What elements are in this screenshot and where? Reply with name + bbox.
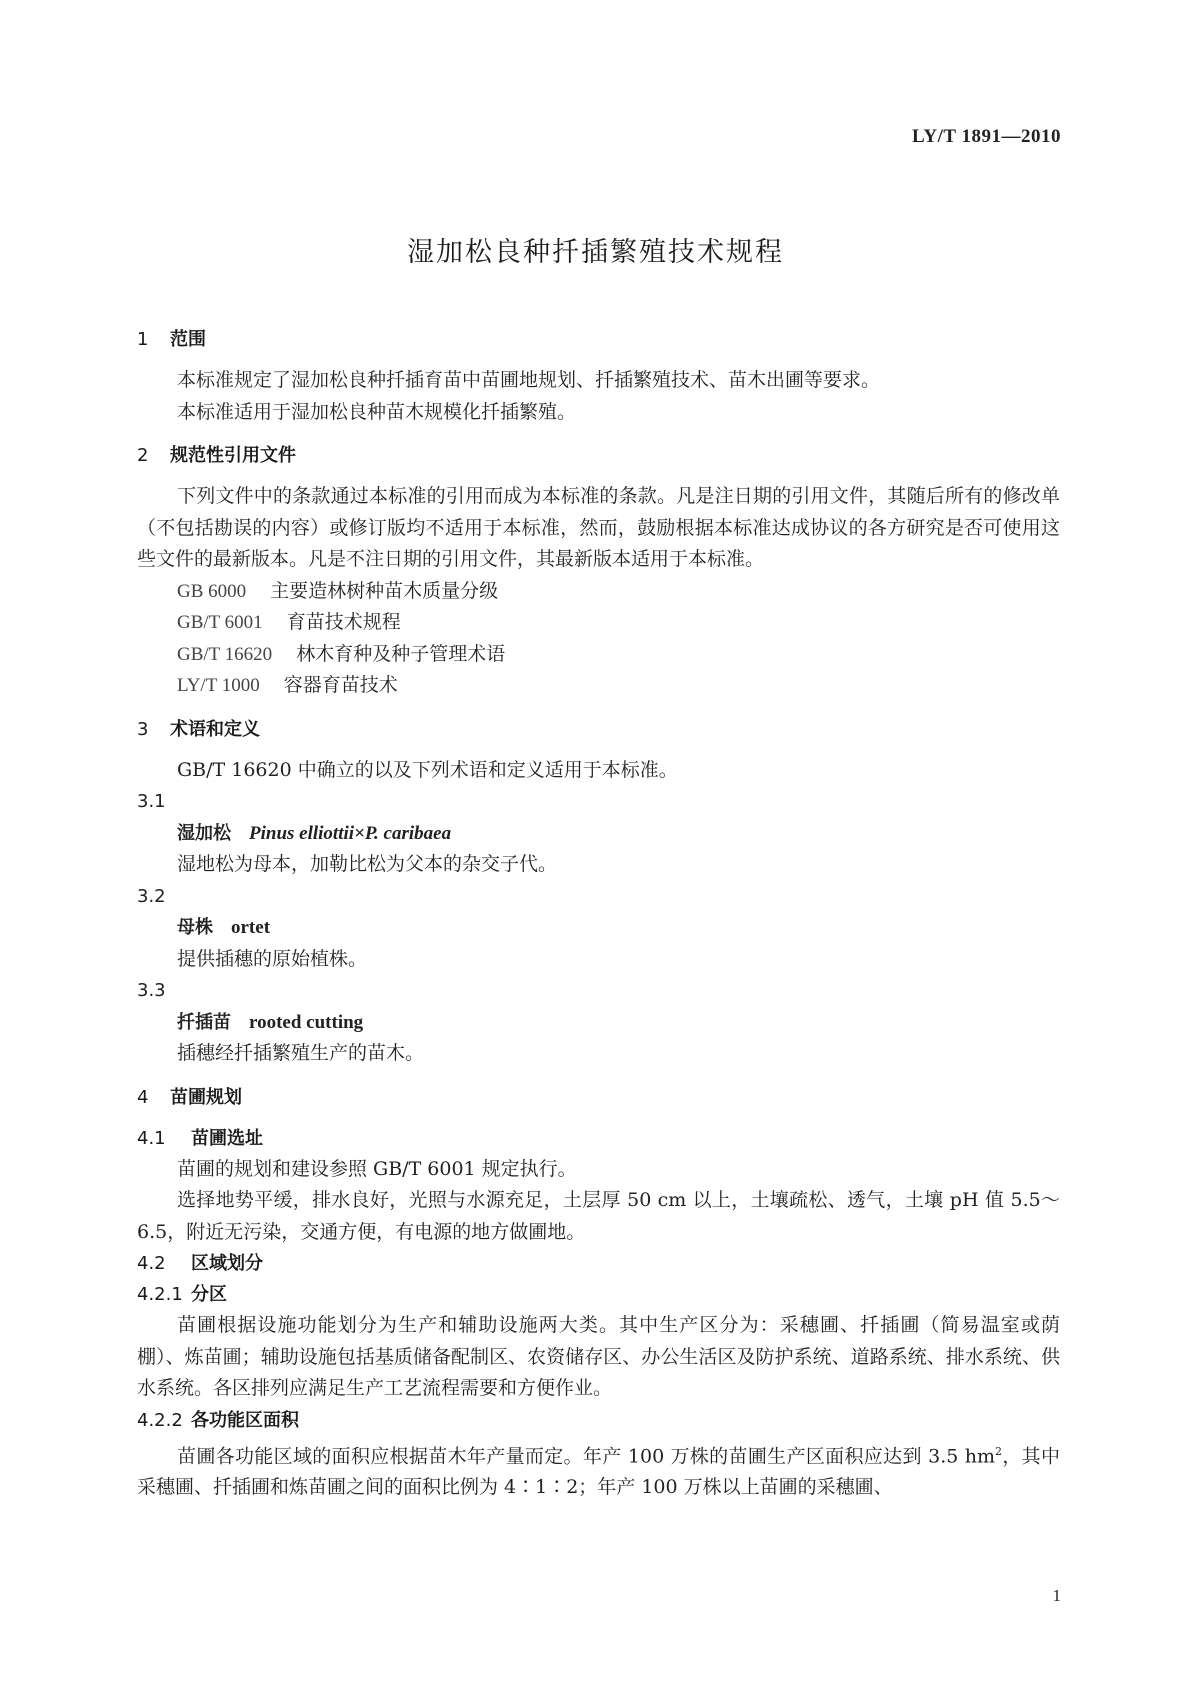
reference-item	[137, 607, 1060, 639]
paragraph: GB/T 16620 中确立的以及下列术语和定义适用于本标准。	[177, 758, 678, 781]
term-name	[137, 818, 1060, 850]
standard-code: LY/T 1891—2010	[911, 126, 1061, 147]
document-title: 湿加松良种扦插繁殖技术规程	[407, 237, 784, 268]
subsection-number: 4.1	[137, 1127, 166, 1149]
reference-item	[137, 670, 1060, 702]
subsection-4-1-heading	[137, 1123, 1060, 1154]
subsection-4-2-1-heading	[137, 1279, 1060, 1310]
paragraph: 本标准适用于湿加松良种苗木规模化扦插繁殖。	[177, 400, 577, 423]
reference-name: 主要造林树种苗木质量分级	[270, 579, 499, 602]
subsection-title: 区域划分	[191, 1253, 263, 1274]
section-number: 3	[137, 718, 149, 740]
term-zh: 母株	[177, 917, 213, 938]
term-number: 3.1	[137, 791, 166, 812]
term-definition: 湿地松为母本，加勒比松为父本的杂交子代。	[177, 853, 558, 875]
superscript: 2	[995, 1444, 1002, 1458]
paragraph	[137, 1436, 1060, 1504]
term-en: ortet	[231, 917, 271, 938]
reference-name: 育苗技术规程	[286, 611, 401, 633]
term-definition: 提供插穗的原始植株。	[177, 947, 368, 970]
paragraph: 本标准规定了湿加松良种扦插育苗中苗圃地规划、扦插繁殖技术、苗木出圃等要求。	[177, 369, 881, 391]
term-zh: 湿加松	[177, 822, 231, 844]
page-number: 1	[1052, 1586, 1061, 1605]
reference-item	[137, 576, 1060, 608]
reference-code: GB 6000	[177, 580, 247, 602]
reference-name: 林木育种及种子管理术语	[296, 642, 506, 665]
reference-code: LY/T 1000	[177, 675, 260, 696]
term-name	[137, 912, 1060, 944]
section-1-heading	[137, 324, 1060, 355]
subsection-number: 4.2.2	[137, 1409, 183, 1431]
document-body	[137, 324, 1060, 1504]
subsection-4-2-2-heading	[137, 1405, 1060, 1436]
paragraph-text: ，其中采穗圃、扦插圃和炼苗圃之间的面积比例为 4∶1∶2；年产 100 万株以上苗圃的采穗圃、	[137, 1444, 1060, 1499]
subsection-4-2-heading	[137, 1248, 1060, 1279]
subsection-number: 4.2.1	[137, 1284, 183, 1305]
section-title: 苗圃规划	[170, 1086, 242, 1108]
reference-code: GB/T 16620	[177, 643, 273, 665]
paragraph: 苗圃的规划和建设参照 GB/T 6001 规定执行。	[177, 1157, 577, 1180]
section-title: 术语和定义	[170, 718, 260, 740]
section-number: 4	[137, 1086, 149, 1108]
term-number: 3.2	[137, 885, 166, 907]
subsection-title: 各功能区面积	[191, 1409, 299, 1431]
section-2-heading	[137, 440, 1060, 471]
reference-item	[137, 639, 1060, 671]
paragraph-text: 苗圃各功能区域的面积应根据苗木年产量而定。年产 100 万株的苗圃生产区面积应达到 3.5 hm	[177, 1444, 995, 1467]
term-definition: 插穗经扦插繁殖生产的苗木。	[177, 1042, 425, 1064]
section-number: 1	[137, 329, 149, 350]
subsection-number: 4.2	[137, 1253, 166, 1274]
term-en: rooted cutting	[249, 1011, 364, 1033]
term-en: Pinus elliottii×P. caribaea	[249, 822, 452, 844]
subsection-title: 苗圃选址	[191, 1127, 263, 1149]
term-zh: 扦插苗	[177, 1011, 231, 1033]
section-title: 范围	[170, 329, 206, 350]
section-title: 规范性引用文件	[170, 445, 296, 466]
paragraph: 选择地势平缓，排水良好，光照与水源充足，土层厚 50 cm 以上，土壤疏松、透气，土壤 pH 值 5.5～6.5，附近无污染，交通方便，有电源的地方做圃地。	[137, 1189, 1060, 1243]
section-3-heading	[137, 714, 1060, 745]
section-4-heading	[137, 1082, 1060, 1113]
term-number: 3.3	[137, 980, 166, 1001]
subsection-title: 分区	[191, 1284, 227, 1305]
term-name	[137, 1007, 1060, 1039]
reference-code: GB/T 6001	[177, 612, 263, 633]
reference-name: 容器育苗技术	[283, 674, 398, 696]
paragraph: 下列文件中的条款通过本标准的引用而成为本标准的条款。凡是注日期的引用文件，其随后所有的修改单（不包括勘误的内容）或修订版均不适用于本标准，然而，鼓励根据本标准达成协议的各方研究是否可使用这些文件的最新版本。凡是不注日期的引用文件，其最新版本适用于本标准。	[137, 485, 1060, 570]
paragraph: 苗圃根据设施功能划分为生产和辅助设施两大类。其中生产区分为：采穗圃、扦插圃（简易温室或荫棚）、炼苗圃；辅助设施包括基质储备配制区、农资储存区、办公生活区及防护系统、道路系统、排水系统、供水系统。各区排列应满足生产工艺流程需要和方便作业。	[137, 1314, 1060, 1399]
section-number: 2	[137, 445, 149, 466]
